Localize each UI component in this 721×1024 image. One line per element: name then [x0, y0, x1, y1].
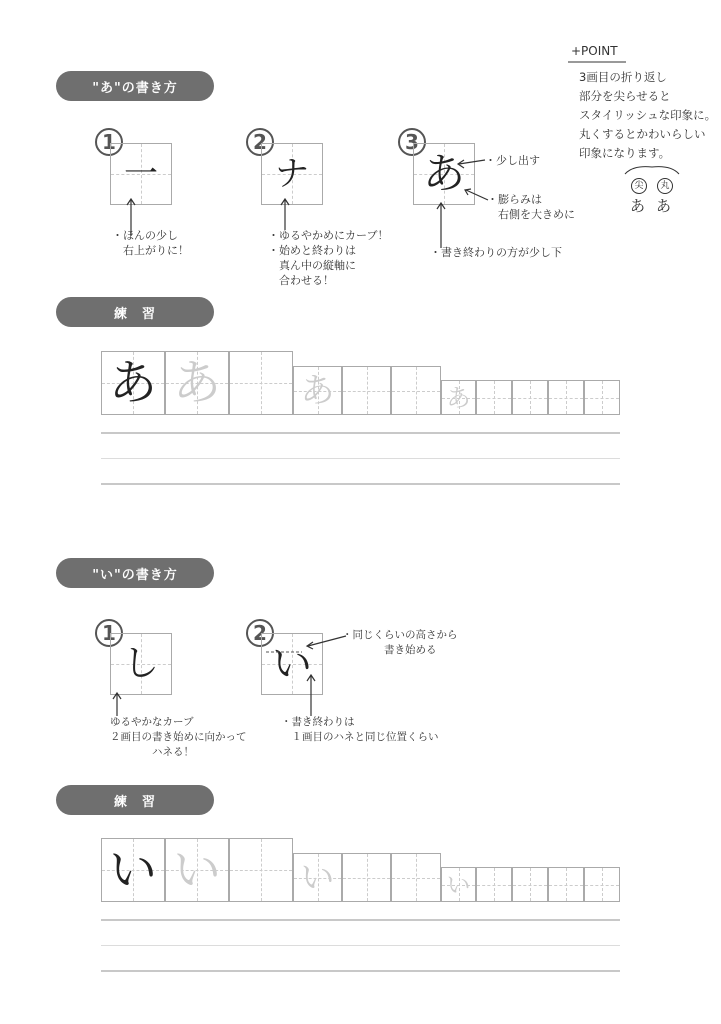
practice-cell[interactable]: [584, 867, 620, 902]
practice-line[interactable]: [101, 919, 620, 921]
practice-char-trace: あ: [300, 370, 335, 411]
practice-cell[interactable]: [229, 838, 293, 902]
practice-line[interactable]: [101, 970, 620, 972]
practice-cell[interactable]: [229, 351, 293, 415]
section-title-i: "い"の書き方: [56, 558, 214, 588]
practice-cell[interactable]: [391, 853, 441, 902]
practice-cell[interactable]: [342, 366, 391, 415]
sample-round: あ: [656, 197, 672, 215]
step-note-i2-top: ・同じくらいの高さから 書き始める: [342, 629, 458, 656]
section-title-a: "あ"の書き方: [56, 71, 214, 101]
point-bracket: [623, 164, 683, 176]
step-note-3-top: ・少し出す: [485, 154, 540, 167]
step-char-3: あ: [422, 149, 465, 198]
label-sharp: 尖: [631, 178, 647, 194]
practice-char-trace: い: [172, 842, 221, 898]
step-number-1: 1: [95, 128, 123, 156]
practice-cell[interactable]: [391, 366, 441, 415]
practice-char-trace: い: [300, 857, 335, 898]
step-char-2: ナ: [275, 154, 309, 194]
arrow-3c: [436, 200, 446, 250]
step-number-2: 2: [246, 619, 274, 647]
practice-char-trace: あ: [446, 383, 471, 412]
practice-cell[interactable]: [342, 853, 391, 902]
label-round: 丸: [657, 178, 673, 194]
practice-cell[interactable]: [584, 380, 620, 415]
step-note-3-right: ・膨らみは 右側を大きめに: [487, 193, 575, 221]
practice-cell[interactable]: [512, 380, 548, 415]
step-note-1: ・ほんの少し 右上がりに！: [112, 229, 189, 257]
step-char-1: 一: [124, 154, 158, 194]
point-heading: +POINT: [571, 44, 618, 58]
practice-cell: [293, 366, 342, 415]
step-number-3: 3: [398, 128, 426, 156]
practice-line-guide: [101, 458, 620, 459]
step-box-1: [110, 143, 172, 205]
arrow-2: [280, 196, 290, 230]
practice-cell: [441, 380, 476, 415]
practice-cell[interactable]: [548, 867, 584, 902]
sample-sharp: あ: [630, 197, 646, 215]
practice-cell: [293, 853, 342, 902]
arrow-i2b: [306, 672, 316, 718]
point-underline: [568, 60, 628, 64]
practice-line-guide: [101, 945, 620, 946]
practice-title-i: 練 習: [56, 785, 214, 815]
practice-cell[interactable]: [512, 867, 548, 902]
step-char-2: い: [272, 641, 312, 687]
point-body: 3画目の折り返し 部分を尖らせると スタイリッシュな印象に。 丸くするとかわいらしい 印象になります。: [579, 70, 717, 160]
practice-char-solid: い: [108, 842, 157, 898]
practice-char-trace: い: [446, 870, 471, 899]
practice-char-solid: あ: [108, 355, 157, 411]
practice-cell[interactable]: [476, 867, 512, 902]
step-char-1: し: [122, 643, 159, 684]
practice-cell[interactable]: [548, 380, 584, 415]
step-number-2: 2: [246, 128, 274, 156]
practice-cell: [441, 867, 476, 902]
guide-dash: [266, 648, 306, 660]
step-box-1: [110, 633, 172, 695]
step-note-3-bottom: ・書き終わりの方が少し下: [430, 246, 562, 259]
step-number-1: 1: [95, 619, 123, 647]
step-note-2: ・ゆるやかめにカーブ！ ・始めと終わりは 真ん中の縦軸に 合わせる！: [268, 229, 389, 287]
practice-char-trace: あ: [172, 355, 221, 411]
arrow-i1: [112, 690, 122, 716]
practice-cell: [101, 351, 165, 415]
step-note-i1: ゆるやかなカーブ ２画目の書き始めに向かって ハネる！: [110, 716, 247, 758]
practice-title-a: 練 習: [56, 297, 214, 327]
practice-line[interactable]: [101, 483, 620, 485]
practice-cell: [101, 838, 165, 902]
practice-cell: [165, 838, 229, 902]
step-box-2: [261, 143, 323, 205]
step-note-i2-bottom: ・書き終わりは １画目のハネと同じ位置くらい: [281, 716, 439, 743]
practice-line[interactable]: [101, 432, 620, 434]
practice-cell[interactable]: [476, 380, 512, 415]
practice-cell: [165, 351, 229, 415]
